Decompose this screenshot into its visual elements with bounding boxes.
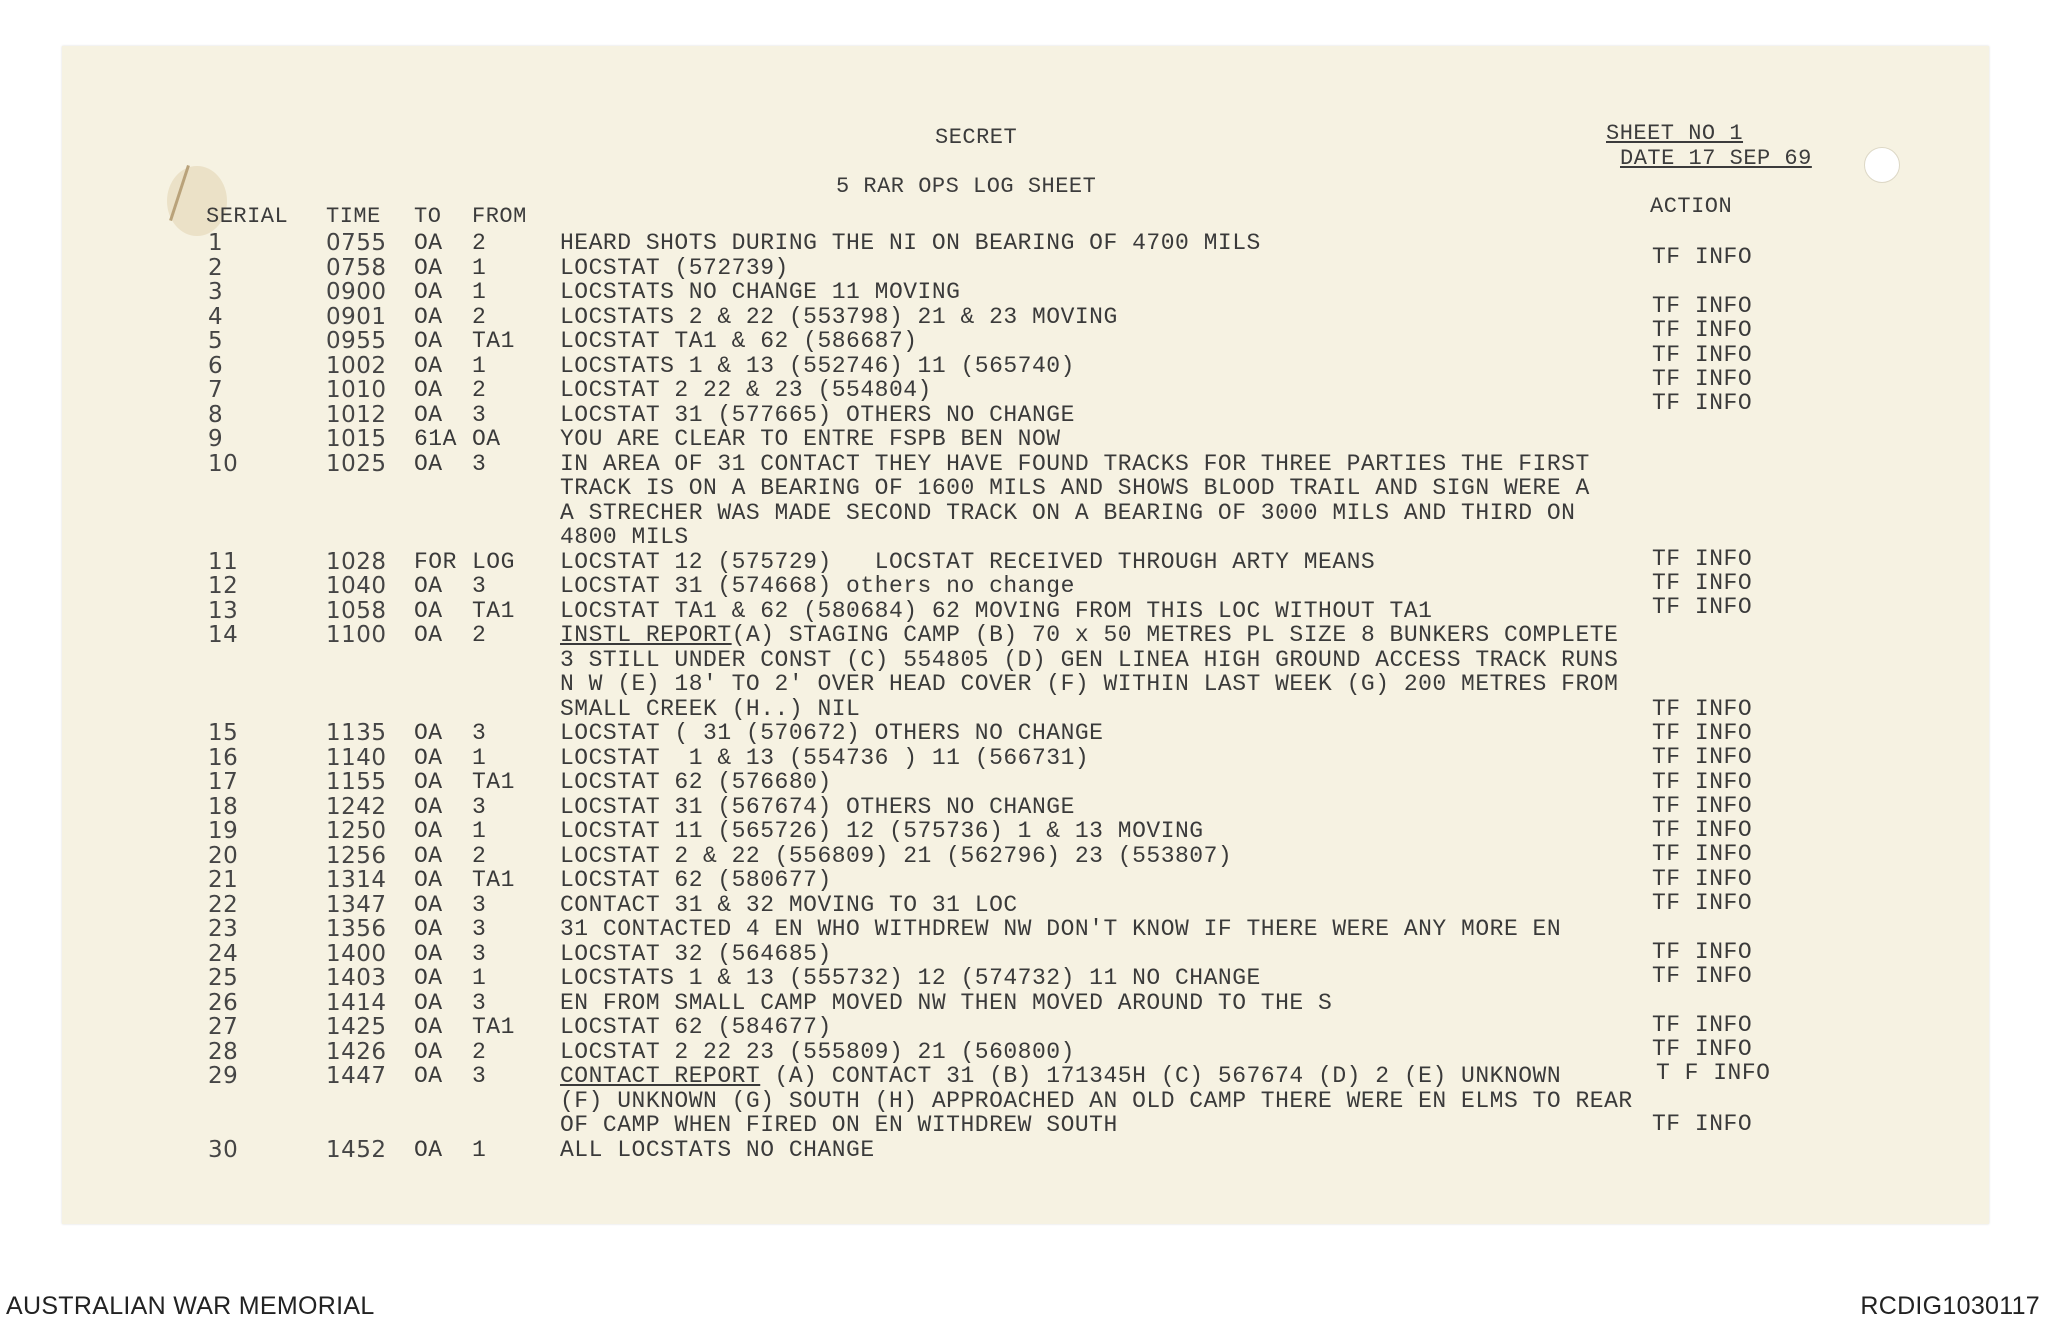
row-to: OA [414, 940, 443, 967]
row-time: 1414 [326, 989, 387, 1016]
action-entry: TF INFO [1652, 293, 1753, 319]
column-header-from: FROM [472, 204, 527, 229]
row-time: 0901 [326, 303, 387, 330]
punch-hole [1864, 147, 1900, 183]
action-entry: TF INFO [1652, 342, 1753, 368]
row-from: LOG [472, 548, 515, 575]
row-serial: 6 [208, 352, 224, 379]
row-time: 1256 [326, 842, 387, 869]
row-serial: 23 [208, 916, 239, 942]
row-serial: 13 [208, 597, 239, 624]
row-entry-text: TRACK IS ON A BEARING OF 1600 MILS AND SHOWS BLOOD TRAIL AND SIGN WERE A [560, 475, 1590, 501]
row-entry-text: LOCSTAT 32 (564685) [560, 940, 832, 967]
row-serial: 4 [208, 303, 224, 330]
row-from: 2 [472, 842, 487, 869]
row-from: 3 [472, 720, 487, 746]
action-entry: TF INFO [1652, 1012, 1753, 1038]
action-entry: TF INFO [1652, 793, 1753, 819]
row-from: 3 [472, 793, 487, 820]
row-serial: 10 [208, 450, 239, 477]
row-to: OA [414, 989, 443, 1016]
row-time: 1452 [326, 1136, 387, 1163]
row-from: 2 [472, 377, 487, 403]
action-entry: T F INFO [1656, 1060, 1771, 1086]
row-from: TA1 [472, 867, 515, 893]
row-time: 1015 [326, 426, 387, 452]
row-serial: 8 [208, 401, 224, 428]
row-from: 3 [472, 401, 487, 428]
row-serial: 21 [208, 867, 239, 893]
row-from: 3 [472, 891, 487, 918]
row-to: OA [414, 720, 443, 746]
row-time: 0955 [326, 328, 387, 354]
row-from: 1 [472, 818, 487, 844]
row-from: 3 [472, 916, 487, 942]
row-to: OA [414, 744, 443, 771]
row-entry-text: LOCSTATS NO CHANGE 11 MOVING [560, 279, 961, 305]
action-entry: TF INFO [1652, 594, 1753, 620]
row-to: OA [414, 1038, 443, 1065]
row-to: OA [414, 1136, 443, 1163]
action-entry: TF INFO [1652, 939, 1753, 965]
row-to: OA [414, 842, 443, 869]
row-to: OA [414, 230, 443, 256]
row-time: 1425 [326, 1014, 387, 1040]
row-to: OA [414, 818, 443, 844]
row-entry-text: LOCSTAT 11 (565726) 12 (575736) 1 & 13 MOVING [560, 818, 1204, 844]
action-entry: TF INFO [1652, 963, 1753, 989]
row-from: TA1 [472, 769, 515, 795]
row-time: 1058 [326, 597, 387, 624]
row-serial: 5 [208, 328, 224, 354]
action-entry: TF INFO [1652, 841, 1753, 867]
row-serial: 16 [208, 744, 239, 771]
row-time: 0755 [326, 230, 387, 256]
row-from: 2 [472, 303, 487, 330]
row-time: 1025 [326, 450, 387, 477]
row-time: 1028 [326, 548, 387, 575]
row-to: OA [414, 793, 443, 820]
footer-institution: AUSTRALIAN WAR MEMORIAL [6, 1292, 375, 1320]
row-entry-rest: (A) CONTACT 31 (B) 171345H (C) 567674 (D) 2 (E) UNKNOWN [760, 1063, 1562, 1089]
row-time: 1100 [326, 622, 387, 648]
action-entry: TF INFO [1652, 1036, 1753, 1062]
row-to: OA [414, 1014, 443, 1040]
row-from: 3 [472, 450, 487, 477]
action-entry: TF INFO [1652, 317, 1753, 343]
row-from: 2 [472, 1038, 487, 1065]
row-serial: 9 [208, 426, 224, 452]
row-serial: 19 [208, 818, 239, 844]
row-entry-text: LOCSTAT 62 (580677) [560, 867, 832, 893]
row-entry-text: LOCSTAT ( 31 (570672) OTHERS NO CHANGE [560, 720, 1104, 746]
row-to: OA [414, 769, 443, 795]
row-entry-text [560, 623, 1618, 647]
row-time: 0758 [326, 254, 387, 281]
action-entry: TF INFO [1652, 390, 1753, 416]
row-time: 1447 [326, 1063, 387, 1089]
row-to: OA [414, 597, 443, 624]
row-serial: 12 [208, 573, 239, 599]
row-to: OA [414, 916, 443, 942]
row-entry-lead: CONTACT REPORT [560, 1063, 761, 1089]
row-from: 3 [472, 573, 487, 599]
row-entry-text: LOCSTAT (572739) [560, 254, 789, 281]
row-entry-text: CONTACT 31 & 32 MOVING TO 31 LOC [560, 891, 1018, 918]
row-serial: 1 [208, 230, 224, 256]
row-entry-rest: (A) STAGING CAMP (B) 70 x 50 METRES PL SIZE 8 BUNKERS COMPLETE [731, 622, 1619, 648]
action-entry: TF INFO [1652, 1111, 1753, 1137]
row-entry-text: ALL LOCSTATS NO CHANGE [560, 1136, 875, 1163]
row-from: OA [472, 426, 501, 452]
row-entry-text: YOU ARE CLEAR TO ENTRE FSPB BEN NOW [560, 426, 1061, 452]
row-time: 1426 [326, 1038, 387, 1065]
row-entry-text: IN AREA OF 31 CONTACT THEY HAVE FOUND TRACKS FOR THREE PARTIES THE FIRST [560, 450, 1590, 477]
row-serial: 26 [208, 989, 239, 1016]
row-to: OA [414, 622, 443, 648]
row-serial: 15 [208, 720, 239, 746]
footer-identifier: RCDIG1030117 [1860, 1292, 2040, 1320]
row-entry-text: SMALL CREEK (H..) NIL [560, 695, 861, 722]
row-entry-text: LOCSTAT 2 22 & 23 (554804) [560, 377, 932, 403]
row-entry-text: LOCSTATS 1 & 13 (555732) 12 (574732) 11 NO CHANGE [560, 965, 1261, 991]
row-from: 1 [472, 254, 487, 281]
row-entry-text: 31 CONTACTED 4 EN WHO WITHDREW NW DON'T KNOW IF THERE WERE ANY MORE EN [560, 916, 1562, 942]
row-time: 1400 [326, 940, 387, 967]
row-entry-text [560, 1064, 1561, 1088]
row-serial: 17 [208, 769, 239, 795]
action-entry: TF INFO [1652, 890, 1753, 916]
row-entry-text: LOCSTATS 1 & 13 (552746) 11 (565740) [560, 352, 1075, 379]
row-entry-text: 3 STILL UNDER CONST (C) 554805 (D) GEN LINEA HIGH GROUND ACCESS TRACK RUNS [560, 646, 1619, 673]
row-to: 61A [414, 426, 457, 452]
row-to: OA [414, 450, 443, 477]
row-entry-text: LOCSTAT 31 (567674) OTHERS NO CHANGE [560, 793, 1075, 820]
row-to: OA [414, 965, 443, 991]
column-header-action: ACTION [1650, 194, 1733, 219]
row-to: OA [414, 328, 443, 354]
action-entry: TF INFO [1652, 570, 1753, 596]
row-from: 2 [472, 622, 487, 648]
sheet-date: DATE 17 SEP 69 [1620, 146, 1812, 171]
row-entry-text: (F) UNKNOWN (G) SOUTH (H) APPROACHED AN OLD CAMP THERE WERE EN ELMS TO REAR [560, 1087, 1633, 1114]
row-entry-text: LOCSTAT 2 & 22 (556809) 21 (562796) 23 (553807) [560, 842, 1233, 869]
row-entry-text: EN FROM SMALL CAMP MOVED NW THEN MOVED AROUND TO THE S [560, 989, 1333, 1016]
row-time: 0900 [326, 279, 387, 305]
row-time: 1356 [326, 916, 387, 942]
row-entry-text: 4800 MILS [560, 524, 689, 550]
row-serial: 22 [208, 891, 239, 918]
row-serial: 27 [208, 1014, 239, 1040]
action-entry: TF INFO [1652, 696, 1753, 722]
row-to: OA [414, 352, 443, 379]
row-time: 1250 [326, 818, 387, 844]
row-time: 1155 [326, 769, 387, 795]
row-from: TA1 [472, 597, 515, 624]
row-time: 1403 [326, 965, 387, 991]
row-time: 1040 [326, 573, 387, 599]
row-to: OA [414, 573, 443, 599]
row-entry-text: LOCSTAT TA1 & 62 (580684) 62 MOVING FROM THIS LOC WITHOUT TA1 [560, 597, 1433, 624]
row-from: 3 [472, 989, 487, 1016]
row-serial: 29 [208, 1063, 239, 1089]
row-to: OA [414, 377, 443, 403]
row-to: OA [414, 891, 443, 918]
action-entry: TF INFO [1652, 866, 1753, 892]
row-to: OA [414, 401, 443, 428]
row-time: 1347 [326, 891, 387, 918]
column-header-to: TO [414, 204, 442, 229]
row-serial: 30 [208, 1136, 239, 1163]
row-serial: 2 [208, 254, 224, 281]
row-entry-text: N W (E) 18' TO 2' OVER HEAD COVER (F) WITHIN LAST WEEK (G) 200 METRES FROM [560, 671, 1619, 697]
row-serial: 3 [208, 279, 224, 305]
row-entry-text: LOCSTAT 62 (584677) [560, 1014, 832, 1040]
row-serial: 20 [208, 842, 239, 869]
action-entry: TF INFO [1652, 817, 1753, 843]
row-entry-lead: INSTL REPORT [560, 622, 732, 648]
row-serial: 28 [208, 1038, 239, 1065]
row-time: 1140 [326, 744, 387, 771]
row-time: 1242 [326, 793, 387, 820]
document-title: 5 RAR OPS LOG SHEET [836, 174, 1097, 199]
action-entry: TF INFO [1652, 546, 1753, 572]
row-time: 1012 [326, 401, 387, 428]
row-entry-text: LOCSTATS 2 & 22 (553798) 21 & 23 MOVING [560, 303, 1118, 330]
row-serial: 25 [208, 965, 239, 991]
row-entry-text: LOCSTAT TA1 & 62 (586687) [560, 328, 918, 354]
row-from: 1 [472, 965, 487, 991]
row-serial: 24 [208, 940, 239, 967]
row-from: TA1 [472, 328, 515, 354]
action-entry: TF INFO [1652, 769, 1753, 795]
row-entry-text: LOCSTAT 12 (575729) LOCSTAT RECEIVED THROUGH ARTY MEANS [560, 548, 1376, 575]
row-entry-text: LOCSTAT 31 (574668) others no change [560, 573, 1075, 599]
row-serial: 18 [208, 793, 239, 820]
row-from: 2 [472, 230, 487, 256]
row-entry-text: A STRECHER WAS MADE SECOND TRACK ON A BEARING OF 3000 MILS AND THIRD ON [560, 499, 1576, 526]
row-serial: 14 [208, 622, 239, 648]
row-entry-text: LOCSTAT 1 & 13 (554736 ) 11 (566731) [560, 744, 1090, 771]
row-serial: 11 [208, 548, 239, 575]
column-header-serial: SERIAL [206, 204, 289, 229]
action-entry: TF INFO [1652, 244, 1753, 270]
action-entry: TF INFO [1652, 366, 1753, 392]
row-entry-text: LOCSTAT 62 (576680) [560, 769, 832, 795]
row-to: OA [414, 867, 443, 893]
row-time: 1002 [326, 352, 387, 379]
row-time: 1135 [326, 720, 387, 746]
row-to: OA [414, 279, 443, 305]
row-to: OA [414, 254, 443, 281]
classification-label: SECRET [935, 125, 1018, 150]
row-serial: 7 [208, 377, 224, 403]
column-header-time: TIME [326, 204, 381, 229]
row-entry-text: OF CAMP WHEN FIRED ON EN WITHDREW SOUTH [560, 1112, 1118, 1138]
row-to: FOR [414, 548, 457, 575]
row-from: 3 [472, 1063, 487, 1089]
row-time: 1010 [326, 377, 387, 403]
action-entry: TF INFO [1652, 744, 1753, 770]
row-from: TA1 [472, 1014, 515, 1040]
row-entry-text: HEARD SHOTS DURING THE NI ON BEARING OF 4700 MILS [560, 230, 1261, 256]
row-entry-text: LOCSTAT 31 (577665) OTHERS NO CHANGE [560, 401, 1075, 428]
sheet-number: SHEET NO 1 [1606, 121, 1744, 146]
row-to: OA [414, 303, 443, 330]
row-entry-text: LOCSTAT 2 22 23 (555809) 21 (560800) [560, 1038, 1075, 1065]
row-from: 1 [472, 352, 487, 379]
row-time: 1314 [326, 867, 387, 893]
row-from: 1 [472, 279, 487, 305]
action-entry: TF INFO [1652, 720, 1753, 746]
row-to: OA [414, 1063, 443, 1089]
row-from: 3 [472, 940, 487, 967]
row-from: 1 [472, 1136, 487, 1163]
row-from: 1 [472, 744, 487, 771]
